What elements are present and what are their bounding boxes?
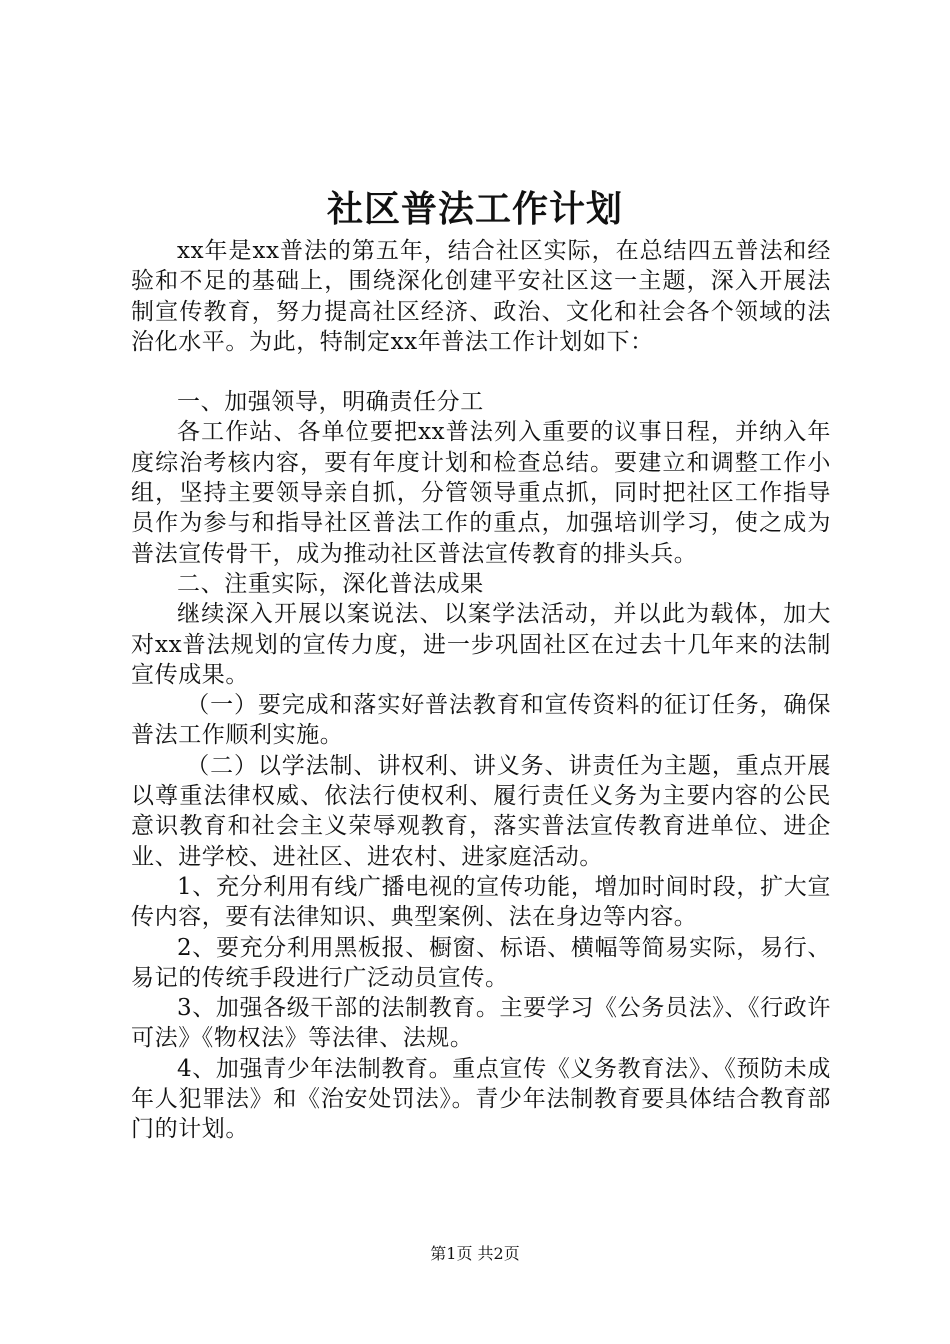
subsection-2-paragraph: （二）以学法制、讲权利、讲义务、讲责任为主题，重点开展以尊重法律权威、依法行使权利、履行责任义务为主要内容的公民意识教育和社会主义荣辱观教育，落实普法宣传教育进单位、进企业、进学校、进社区、进农村、进家庭活动。 <box>131 752 831 870</box>
document-title: 社区普法工作计划 <box>326 188 623 230</box>
section-1-paragraph: 各工作站、各单位要把xx普法列入重要的议事日程，并纳入年度综治考核内容，要有年度计划和检查总结。要建立和调整工作小组，坚持主要领导亲自抓，分管领导重点抓，同时把社区工作指导员作为参与和指导社区普法工作的重点，加强培训学习，使之成为普法宣传骨干，成为推动社区普法宣传教育的排头兵。 <box>131 419 831 567</box>
section-heading-2: 二、注重实际，深化普法成果 <box>177 570 484 597</box>
page-number-footer: 第1页 共2页 <box>430 1244 520 1263</box>
list-item-4: 4、加强青少年法制教育。重点宣传《义务教育法》、《预防未成年人犯罪法》和《治安处罚法》。青少年法制教育要具体结合教育部门的计划。 <box>131 1055 831 1143</box>
subsection-1-paragraph: （一）要完成和落实好普法教育和宣传资料的征订任务，确保普法工作顺利实施。 <box>131 692 831 749</box>
section-2-paragraph: 继续深入开展以案说法、以案学法活动，并以此为载体，加大对xx普法规划的宣传力度，进一步巩固社区在过去十几年来的法制宣传成果。 <box>131 601 831 688</box>
section-heading-1: 一、加强领导，明确责任分工 <box>177 389 484 416</box>
list-item-1: 1、充分利用有线广播电视的宣传功能，增加时间时段，扩大宣传内容，要有法律知识、典型案例、法在身边等内容。 <box>131 873 831 931</box>
document-body <box>131 236 831 1145</box>
list-item-3: 3、加强各级干部的法制教育。主要学习《公务员法》、《行政许可法》《物权法》等法律、法规。 <box>131 995 831 1052</box>
intro-paragraph: xx年是xx普法的第五年，结合社区实际，在总结四五普法和经验和不足的基础上，围绕深化创建平安社区这一主题，深入开展法制宣传教育，努力提高社区经济、政治、文化和社会各个领域的法治化水平。为此，特制定xx年普法工作计划如下： <box>131 238 831 355</box>
list-item-2: 2、要充分利用黑板报、橱窗、标语、横幅等简易实际，易行、易记的传统手段进行广泛动员宣传。 <box>131 934 831 991</box>
